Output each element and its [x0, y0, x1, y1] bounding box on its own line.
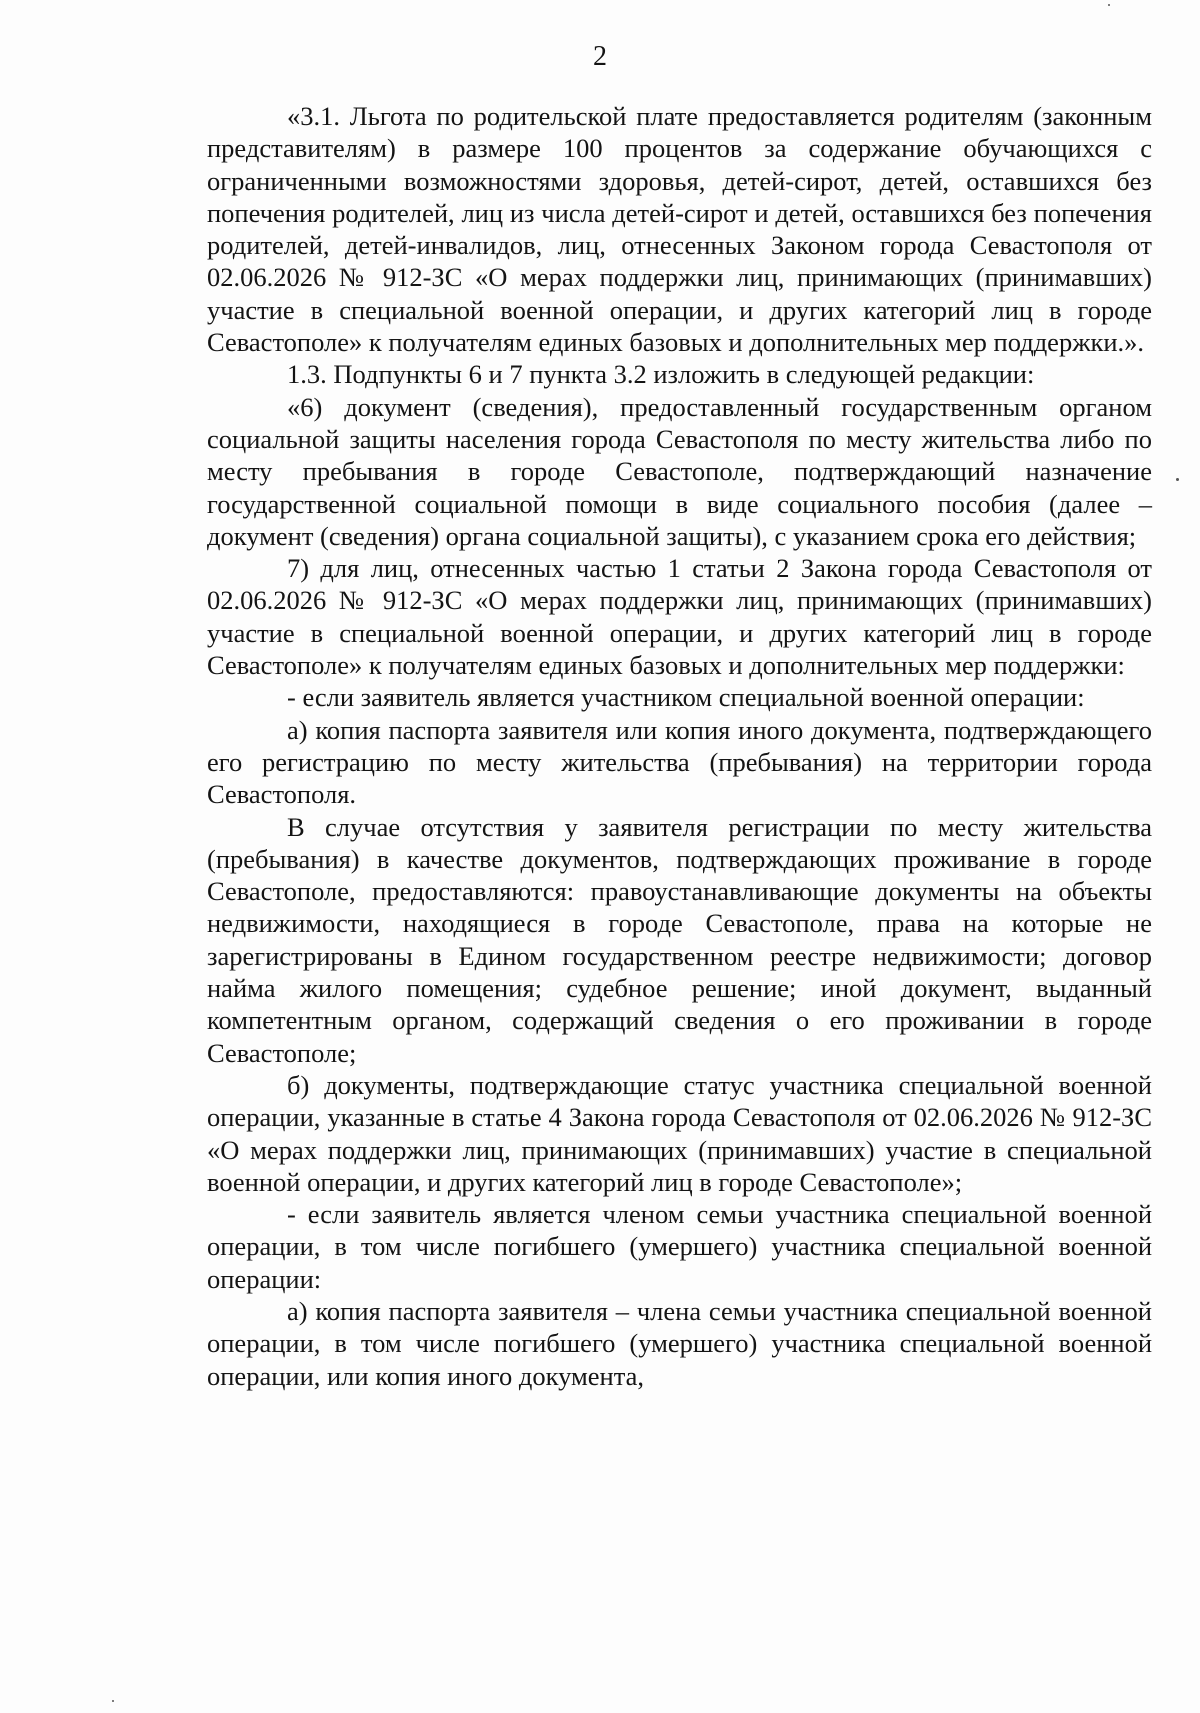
paragraph-family-member-condition: - если заявитель является членом семьи участника специальной военной операции, в том числе погибшего (умершего) участника специальной военной операции:: [207, 1199, 1152, 1294]
paragraph-1-3-amendment: 1.3. Подпункты 6 и 7 пункта 3.2 изложить в следующей редакции:: [287, 359, 1035, 390]
paragraph-item-6: «6) документ (сведения), предоставленный государственным органом социальной защиты населения города Севастополя по месту жительства либо по месту пребывания в городе Севастополе, подтверждающий назначение государственной социальной помощи в виде социального пособия (далее – документ (сведения) органа социальной защиты), с указанием срока его действия;: [207, 391, 1152, 551]
paragraph-participant-item-b: б) документы, подтверждающие статус участника специальной военной операции, указанные в статье 4 Закона города Севастополя от 02.06.2026 № 912-ЗС «О мерах поддержки лиц, принимающих (принимавших) участие в специальной военной операции, и других категорий лиц в городе Севастополе»;: [207, 1069, 1152, 1197]
paragraph-participant-item-a: а) копия паспорта заявителя или копия иного документа, подтверждающего его регистрацию по месту жительства (пребывания) на территории города Севастополя.: [207, 714, 1152, 810]
document-body: [207, 100, 1152, 1392]
paragraph-no-registration: В случае отсутствия у заявителя регистрации по месту жительства (пребывания) в качестве документов, подтверждающих проживание в городе Севастополе, предоставляются: правоустанавливающие документы на объекты недвижимости, находящиеся в городе Севастополе, права на которые не зарегистрированы в Едином государственном реестре недвижимости; договор найма жилого помещения; судебное решение; иной документ, выданный компетентным органом, содержащий сведения о его проживании в городе Севастополе;: [207, 811, 1152, 1068]
paragraph-3-1-benefit: «3.1. Льгота по родительской плате предоставляется родителям (законным представителям) в размере 100 процентов за содержание обучающихся с ограниченными возможностями здоровья, детей-сирот, детей, оставшихся без попечения родителей, лиц из числа детей-сирот и детей, оставшихся без попечения родителей, детей-инвалидов, лиц, отнесенных Законом города Севастополя от 02.06.2026 № 912-ЗС «О мерах поддержки лиц, принимающих (принимавших) участие в специальной военной операции, и других категорий лиц в городе Севастополе» к получателям единых базовых и дополнительных мер поддержки.».: [207, 101, 1152, 358]
scan-speck: [1108, 4, 1110, 6]
paragraph-family-member-item-a: а) копия паспорта заявителя – члена семьи участника специальной военной операции, в том числе погибшего (умершего) участника специальной военной операции, или копия иного документа,: [207, 1295, 1152, 1391]
scan-speck: [112, 1700, 114, 1702]
scan-speck: [1176, 478, 1179, 481]
paragraph-participant-condition: - если заявитель является участником специальной военной операции:: [287, 682, 1085, 713]
paragraph-item-7: 7) для лиц, отнесенных частью 1 статьи 2 Закона города Севастополя от 02.06.2026 № 912-ЗС «О мерах поддержки лиц, принимающих (принимавших) участие в специальной военной операции, и других категорий лиц в городе Севастополе» к получателям единых базовых и дополнительных мер поддержки:: [207, 553, 1152, 681]
page-number: 2: [593, 41, 607, 72]
